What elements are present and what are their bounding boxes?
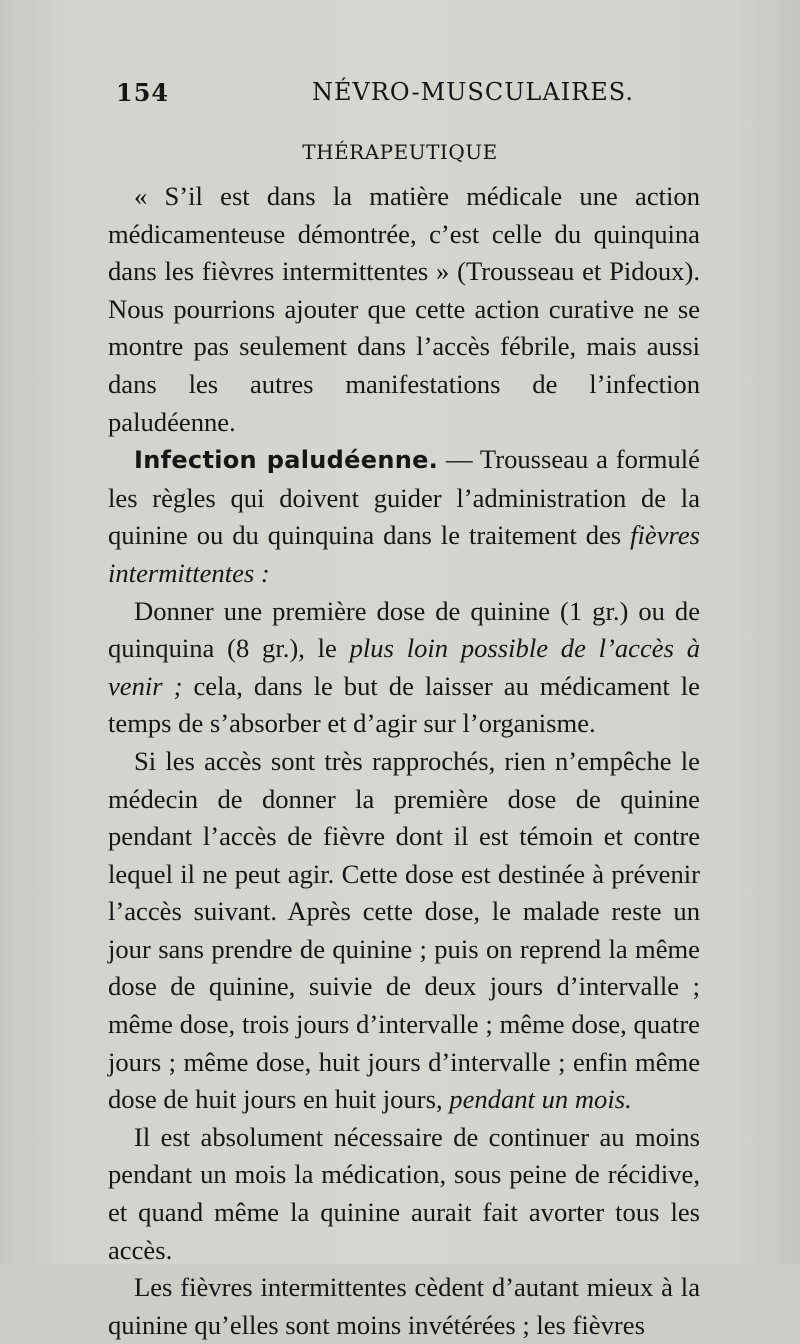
paragraph-text: Donner une première dose de quinine (1 gr.) ou de quinquina (8 gr.), le [108, 595, 700, 664]
italic-phrase: fièvres intermittentes : [108, 520, 700, 588]
section-heading: THÉRAPEUTIQUE [302, 140, 498, 164]
body-text [108, 178, 700, 1344]
run-in-heading: Infection paludéenne. [134, 446, 439, 475]
paragraph-first-dose [108, 593, 700, 743]
paragraph-infection-paludeenne [108, 441, 700, 592]
running-title: NÉVRO-MUSCULAIRES. [312, 78, 634, 106]
paragraph-quinquina-quote: « S’il est dans la matière médicale une action médicamenteuse démontrée, c’est celle du quinquina dans les fièvres intermittentes » (Trousseau et Pidoux). Nous pourrions ajouter que cette action curative ne se montre pas seulement dans l’accès fébrile, mais aussi dans les autres manifestations de l’infection paludéenne. [108, 181, 700, 437]
paragraph-continue-medication: Il est absolument nécessaire de continuer au moins pendant un mois la médication, sous peine de récidive, et quand même la quinine aurait fait avorter tous les accès. [108, 1121, 700, 1265]
paragraph-inveterate-fevers: Les fièvres intermittentes cèdent d’autant mieux à la quinine qu’elles sont moins invétérées ; les fièvres [108, 1272, 700, 1340]
italic-phrase: plus loin possible de l’accès à venir ; [108, 633, 700, 701]
italic-phrase: pendant un mois. [449, 1084, 632, 1115]
paragraph-text: — Trousseau a formulé les règles qui doivent guider l’administration de la quinine ou du quinquina dans le traitement des [108, 444, 700, 551]
running-header [116, 72, 736, 112]
paragraph-close-attacks [108, 743, 700, 1119]
paragraph-text: cela, dans le but de laisser au médicament le temps de s’absorber et d’agir sur l’organisme. [108, 670, 700, 739]
page-number: 154 [116, 78, 170, 107]
paragraph-text: Si les accès sont très rapprochés, rien n’empêche le médecin de donner la première dose de quinine pendant l’accès de fièvre dont il est témoin et contre lequel il ne peut agir. Cette dose est destinée à prévenir l’accès suivant. Après cette dose, le malade reste un jour sans prendre de quinine ; puis on reprend la même dose de quinine, suivie de deux jours d’intervalle ; même dose, trois jours d’intervalle ; même dose, quatre jours ; même dose, huit jours d’intervalle ; enfin même dose de huit jours en huit jours, [108, 745, 700, 1115]
